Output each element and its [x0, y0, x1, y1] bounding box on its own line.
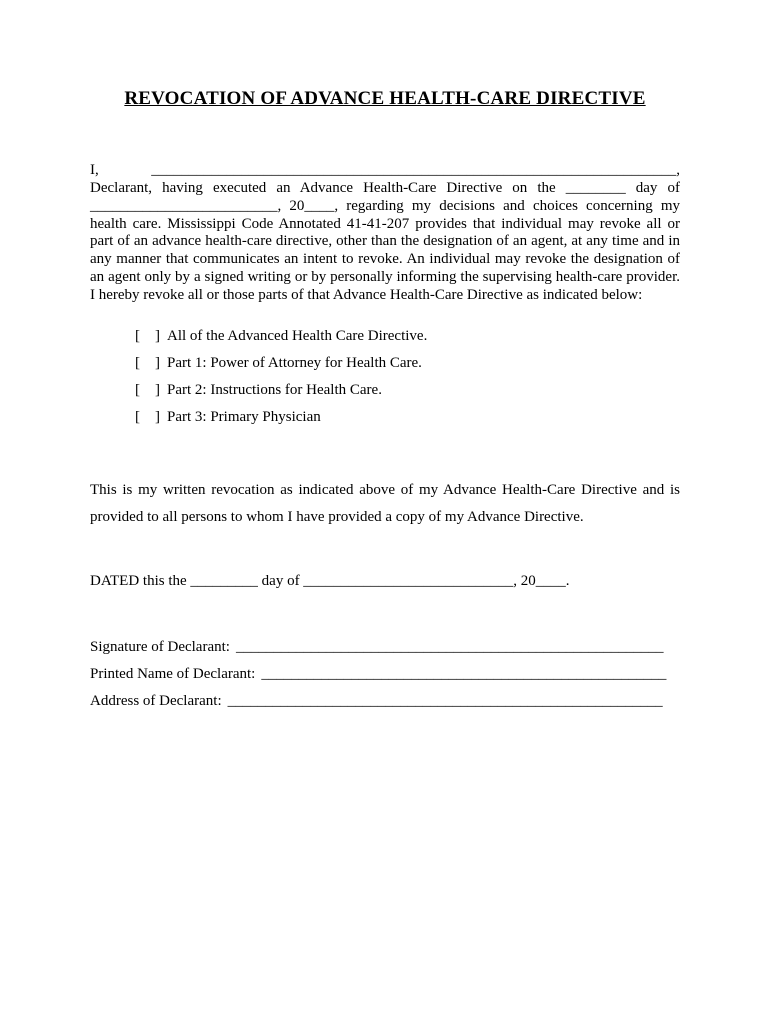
checkbox-row-part2 — [135, 377, 680, 404]
checkbox-row-all-directive — [135, 323, 680, 350]
checkbox-label: Part 3: Primary Physician — [167, 408, 321, 425]
printed-name-rule: ______________________________________________________ — [261, 665, 667, 682]
signature-label: Signature of Declarant: — [90, 638, 230, 655]
checkbox-brackets: [ ] — [135, 327, 160, 344]
checkbox-brackets: [ ] — [135, 354, 160, 371]
checkbox-label: Part 1: Power of Attorney for Health Care. — [167, 354, 422, 371]
address-rule: __________________________________________________________ — [227, 692, 663, 709]
printed-name-line — [90, 661, 680, 688]
checkbox-row-part3 — [135, 404, 680, 431]
address-line — [90, 688, 680, 715]
revocation-options-list — [90, 323, 680, 431]
dated-line: DATED this the _________ day of ____________________________, 20____. — [90, 572, 570, 589]
signature-block — [90, 634, 680, 715]
checkbox-label: Part 2: Instructions for Health Care. — [167, 381, 382, 398]
signature-rule: _________________________________________________________ — [235, 638, 664, 655]
address-label: Address of Declarant: — [90, 692, 222, 709]
intro-paragraph: I, ______________________________________________________________________, Declarant, having executed an Advance Health-Care Directive on the ________ day of _________________________, 20____, regarding my decisions and choices concerning my health care. Mississippi Code Annotated 41-41-207 provides that individual may revoke all or part of an advance health-care directive, other than the designation of an agent, at any time and in any manner that communicates an intent to revoke. An individual may revoke the designation of an agent only by a signed writing or by personally informing the supervising health-care provider. I hereby revoke all or those parts of that Advance Health-Care Directive as indicated below: — [90, 162, 680, 303]
checkbox-brackets: [ ] — [135, 381, 160, 398]
revocation-statement: This is my written revocation as indicated above of my Advance Health-Care Directive and is provided to all persons to whom I have provided a copy of my Advance Directive. — [90, 481, 680, 525]
signature-line — [90, 634, 680, 661]
document-title: REVOCATION OF ADVANCE HEALTH-CARE DIRECTIVE — [124, 88, 646, 109]
checkbox-row-part1 — [135, 350, 680, 377]
checkbox-brackets: [ ] — [135, 408, 160, 425]
printed-name-label: Printed Name of Declarant: — [90, 665, 256, 682]
checkbox-label: All of the Advanced Health Care Directive. — [167, 327, 428, 344]
